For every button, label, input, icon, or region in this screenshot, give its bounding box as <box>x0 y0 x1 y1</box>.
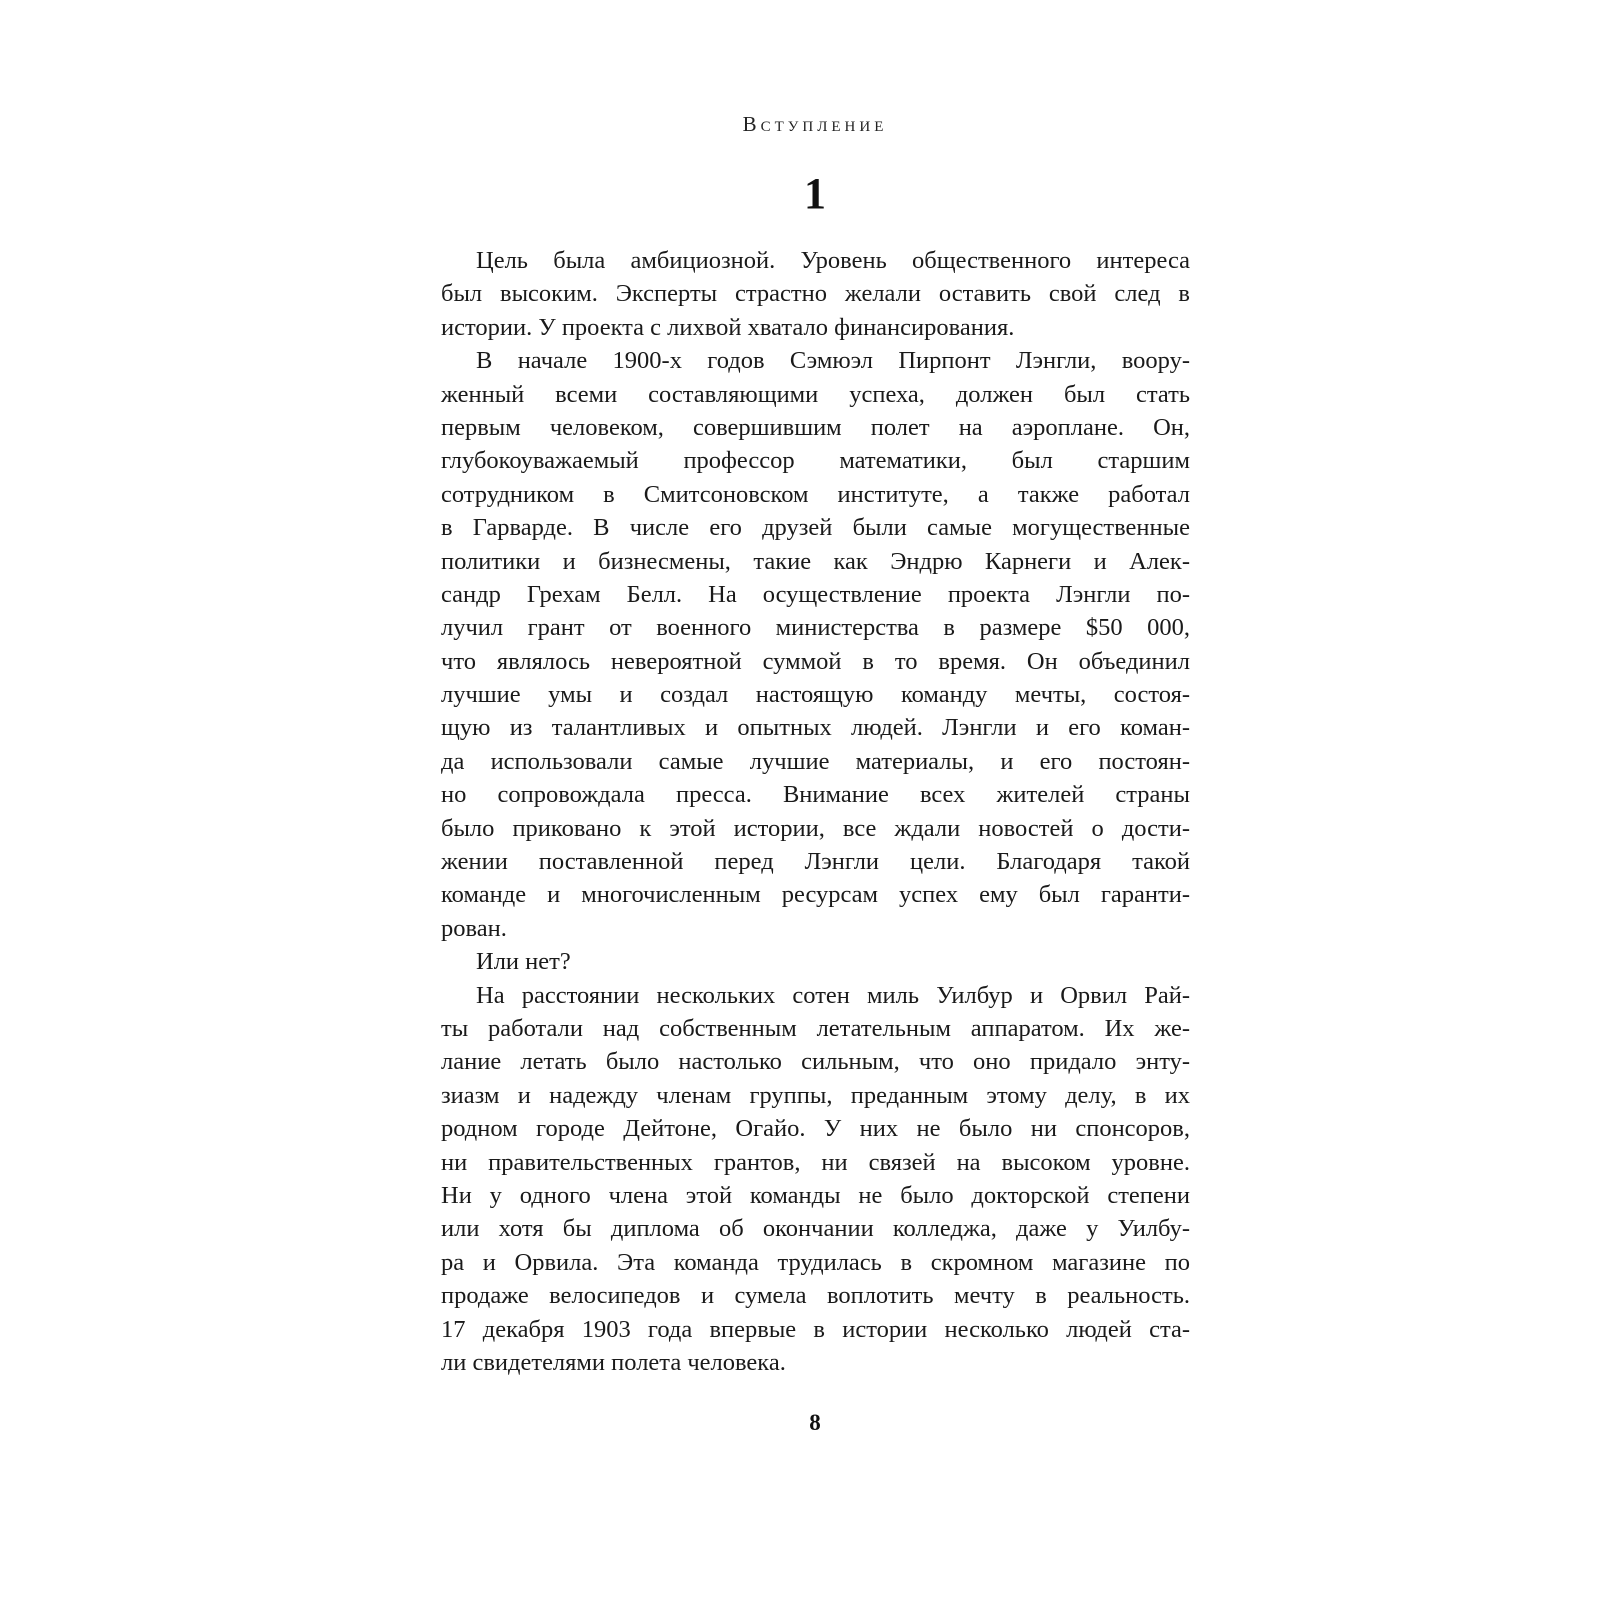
text-line: что являлось невероятной суммой в то время. Он объединил <box>441 647 1190 675</box>
body-text <box>441 244 1190 1379</box>
text-line: ты работали над собственным летательным аппаратом. Их же- <box>441 1014 1190 1042</box>
text-line: первым человеком, совершившим полет на аэроплане. Он, <box>441 413 1190 441</box>
text-line: женный всеми составляющими успеха, должен был стать <box>441 380 1190 408</box>
text-line: 17 декабря 1903 года впервые в истории несколько людей ста- <box>441 1315 1190 1343</box>
paragraph <box>441 244 1190 344</box>
text-line: ра и Орвила. Эта команда трудилась в скромном магазине по <box>441 1248 1190 1276</box>
chapter-number: 1 <box>804 169 826 218</box>
text-line: сотрудником в Смитсоновском институте, а также работал <box>441 480 1190 508</box>
paragraph <box>441 344 1190 945</box>
text-line: лучил грант от военного министерства в размере $50 000, <box>441 614 1190 642</box>
text-line: зиазм и надежду членам группы, преданным этому делу, в их <box>441 1081 1190 1109</box>
text-line: в Гарварде. В числе его друзей были самые могущественные <box>441 514 1190 542</box>
text-line: жении поставленной перед Лэнгли цели. Благодаря такой <box>441 848 1190 876</box>
text-line: глубокоуважаемый профессор математики, был старшим <box>441 447 1190 475</box>
text-line: рован. <box>441 914 507 942</box>
text-line: политики и бизнесмены, такие как Эндрю Карнеги и Алек- <box>441 547 1190 575</box>
text-line: На расстоянии нескольких сотен миль Уилбур и Орвил Рай- <box>476 981 1190 1009</box>
text-line: Цель была амбициозной. Уровень общественного интереса <box>476 247 1190 274</box>
text-line: истории. У проекта с лихвой хватало финансирования. <box>441 313 1015 341</box>
text-line: но сопровождала пресса. Внимание всех жителей страны <box>441 781 1190 809</box>
paragraph <box>441 979 1190 1380</box>
text-line: щую из талантливых и опытных людей. Лэнгли и его коман- <box>441 714 1190 742</box>
text-line: было приковано к этой истории, все ждали новостей о дости- <box>441 814 1190 842</box>
text-line: родном городе Дейтоне, Огайо. У них не было ни спонсоров, <box>441 1115 1190 1143</box>
text-line: ни правительственных грантов, ни связей на высоком уровне. <box>441 1148 1190 1176</box>
text-line: команде и многочисленным ресурсам успех ему был гаранти- <box>441 881 1190 909</box>
text-line: В начале 1900-х годов Сэмюэл Пирпонт Лэнгли, воору- <box>476 347 1190 375</box>
running-head: Вступление <box>742 112 888 136</box>
text-line: продаже велосипедов и сумела воплотить мечту в реальность. <box>441 1282 1190 1310</box>
text-line: Ни у одного члена этой команды не было докторской степени <box>441 1181 1190 1209</box>
text-line: Или нет? <box>476 948 571 976</box>
text-line: или хотя бы диплома об окончании колледжа, даже у Уилбу- <box>441 1215 1190 1243</box>
text-line: лучшие умы и создал настоящую команду мечты, состоя- <box>441 681 1190 709</box>
text-line: лание летать было настолько сильным, что оно придало энту- <box>441 1048 1190 1076</box>
text-line: да использовали самые лучшие материалы, и его постоян- <box>441 747 1190 775</box>
text-line: был высоким. Эксперты страстно желали оставить свой след в <box>441 280 1190 308</box>
page-number: 8 <box>809 1410 821 1435</box>
paragraph <box>441 945 1190 978</box>
text-line: ли свидетелями полета человека. <box>441 1348 786 1376</box>
text-line: сандр Грехам Белл. На осуществление проекта Лэнгли по- <box>441 580 1190 608</box>
